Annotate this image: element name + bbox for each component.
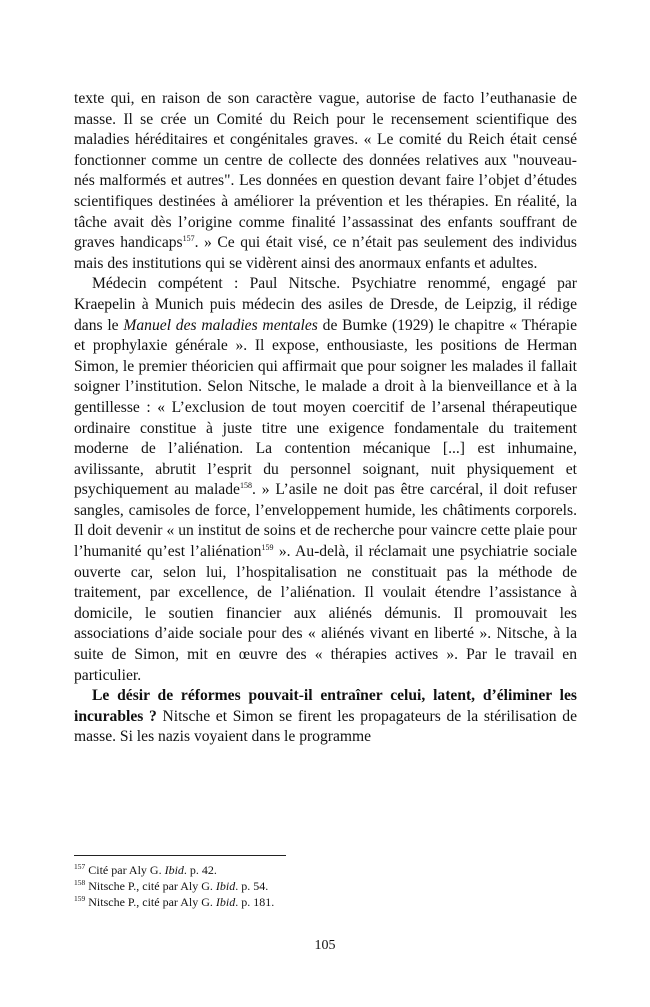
paragraph-2-text: Médecin compétent : Paul Nitsche. Psychiatre renommé, engagé par Kraepelin à Munich puis médecin des asiles de Dresde, de Leipzig, il rédige dans le xyxy=(74,275,577,334)
footnote-page: . p. 181. xyxy=(235,895,275,909)
paragraph-3 xyxy=(74,686,577,748)
footnote-divider xyxy=(74,855,286,856)
footnote-ibid: Ibid xyxy=(164,863,184,877)
footnote-text: Nitsche P., cité par Aly G. xyxy=(85,895,216,909)
footnote-page: . p. 42. xyxy=(183,863,217,877)
footnote-text: Nitsche P., cité par Aly G. xyxy=(85,879,216,893)
paragraph-1-text-cont: . » Ce qui était visé, ce n’était pas seulement des individus mais des institutions qui se vidèrent ainsi des anormaux enfants et adultes. xyxy=(74,234,577,272)
footnote-page: . p. 54. xyxy=(235,879,269,893)
body-text xyxy=(74,89,577,748)
footnote-ibid: Ibid xyxy=(215,895,236,909)
paragraph-2 xyxy=(74,274,577,686)
paragraph-3-text: Nitsche et Simon se firent les propagateurs de la stérilisation de masse. Si les nazis voyaient dans le programme xyxy=(74,707,577,746)
footnote-ref-159[interactable]: 159 xyxy=(261,542,274,552)
footnote-number: 157 xyxy=(74,862,86,871)
footnotes xyxy=(74,862,577,910)
paragraph-2-text-cont3: ». Au-delà, il réclamait une psychiatrie sociale ouverte car, selon lui, l’hospitalisation ne constituait pas la méthode de traitement, par excellence, de l’aliénation. Il voulait étendre l’assistance à domicile, le soutien financier aux aliénés démunis. Il promouvait les associations d’aide sociale pour des « aliénés vivant en liberté ». Nitsche, à la suite de Simon, mit en œuvre des « thérapies actives ». Par le travail en particulier. xyxy=(74,543,578,684)
paragraph-2-text-cont2: . » L’asile ne doit pas être carcéral, il doit refuser sangles, camisoles de force, l’enveloppement humide, les châtiments corporels. Il doit devenir « un institut de soins et de recherche pour vaincre cette plaie pour l’humanité qu’est l’aliénation xyxy=(74,481,577,561)
paragraph-1 xyxy=(74,89,577,274)
footnote-159 xyxy=(74,894,577,910)
footnote-number: 159 xyxy=(74,894,86,903)
book-title: Manuel des maladies mentales xyxy=(123,316,318,334)
footnote-number: 158 xyxy=(74,878,86,887)
footnote-text: Cité par Aly G. xyxy=(85,863,165,877)
footnote-ibid: Ibid xyxy=(215,879,236,893)
footnote-157 xyxy=(74,862,577,878)
bold-question: Le désir de réformes pouvait-il entraîner celui, latent, d’éliminer les incurables ? xyxy=(74,687,577,725)
page-number: 105 xyxy=(314,938,336,953)
footnote-158 xyxy=(74,878,577,894)
paragraph-2-text-cont: de Bumke (1929) le chapitre « Thérapie et prophylaxie générale ». Il expose, enthousiaste, les positions de Herman Simon, le premier théoricien qui affirmait que pour soigner les malades il fallait soigner l’institution. Selon Nitsche, le malade a droit à la bienveillance et à la gentillesse : « L’exclusion de tout moyen coercitif de l’arsenal thérapeutique ordinaire constitue à juste titre une exigence fondamentale du traitement moderne de l’aliénation. La contention mécanique [...] est inhumaine, avilissante, abrutit l’esprit du personnel soignant, nuit physiquement et psychiquement au malade xyxy=(74,316,577,499)
footnote-ref-157[interactable]: 157 xyxy=(182,233,195,243)
paragraph-1-text: texte qui, en raison de son caractère vague, autorise de facto l’euthanasie de masse. Il se crée un Comité du Reich pour le recensement scientifique des maladies héréditaires et congénitales graves. « Le comité du Reich était censé fonctionner comme un centre de collecte des données relatives aux "nouveau-nés malformés et autres". Les données en question devant faire l’objet d’études scientifiques destinées à améliorer la prévention et les thérapies. En réalité, la tâche avait dès l’origine comme finalité l’assassinat des enfants souffrant de graves handicaps xyxy=(74,90,577,252)
footnote-ref-158[interactable]: 158 xyxy=(239,481,252,491)
